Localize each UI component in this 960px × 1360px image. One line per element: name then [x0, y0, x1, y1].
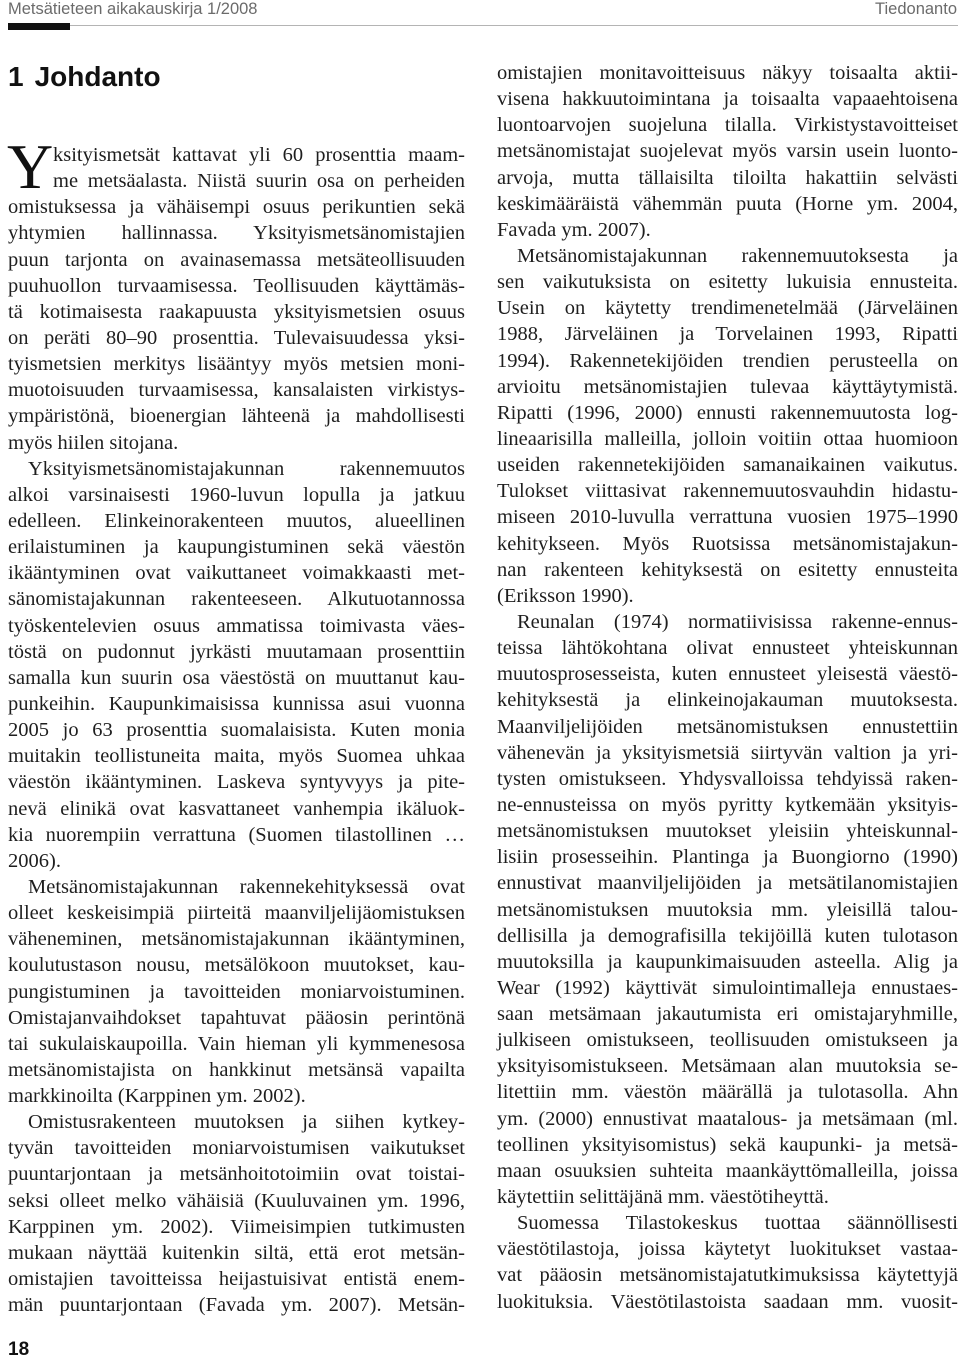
right-column-paragraph	[497, 1210, 958, 1315]
right-column	[497, 60, 958, 1315]
text-line: muotoisuuden turvaamisessa, kansalaisten virkistys-	[8, 379, 465, 402]
text-line: metsänomistajat suojelevat myös varsin usein luonto-	[497, 140, 958, 163]
text-line: luontoarvojen suojeluna tilalla. Virkistystavoitteiset	[497, 114, 958, 137]
page-number: 18	[8, 1339, 30, 1360]
text-line: useiden rakennetekijöiden samanaikainen vaikutus.	[497, 454, 958, 477]
text-line: tyvän tavoitteiden moniarvoistumisen vaikutukset	[8, 1137, 465, 1160]
text-line: teissa lähtökohtana olivat ennusteet yhteiskunnan	[497, 637, 958, 660]
text-line: metsänomistajista on hankkinut metsänsä vapailta	[8, 1058, 465, 1081]
text-line: kehitykseen. Myös Ruotsissa metsänomistajakun-	[497, 532, 958, 555]
text-line: tysten omistukseen. Yhdysvalloissa tehdyissä raken-	[497, 767, 958, 790]
text-line: omistuksessa ja vähäisempi osuus perikuntien sekä	[8, 196, 465, 219]
text-line: ne-ennusteissa on myös pyritty kytkemään yksityis-	[497, 793, 958, 816]
text-line: on peräti 80–90 prosenttia. Tulevaisuudessa yksi-	[8, 326, 465, 349]
text-line: arvoja, mutta tällaisilta tiloilta hakattiin selvästi	[497, 166, 958, 189]
text-line: lisiin prosesseihin. Plantinga ja Buongiorno (1990)	[497, 846, 958, 869]
text-line: 1994). Rakennetekijöiden trendien perusteella on	[497, 349, 958, 372]
running-header-section: Tiedonanto	[875, 0, 957, 18]
text-line: koulutustason nousu, metsälökoon muutokset, kau-	[8, 954, 465, 977]
text-line: 2005 jo 63 prosenttia suomalaisista. Kuten monia	[8, 719, 465, 742]
right-column-paragraph	[497, 60, 958, 243]
text-line: markkinoilta (Karppinen ym. 2002).	[8, 1085, 306, 1108]
text-line: Ripatti (1996, 2000) ennusti rakennemuutosta log-	[497, 401, 958, 424]
text-line: Yksityismetsänomistajakunnan rakennemuutos	[28, 457, 465, 480]
text-line: töstä on pudonnut jyrkästi muutamaan prosenttiin	[8, 640, 465, 663]
header-tab-bar	[8, 23, 70, 30]
text-line: edelleen. Elinkeinorakenteen muutos, alueellinen	[8, 509, 465, 532]
left-column-paragraph	[8, 1109, 465, 1318]
text-line: muutoksilla ja kaupunkimaisuuden asteella. Alig ja	[497, 950, 958, 973]
text-line: alkoi varsinaisesti 1960-luvun lopulla ja jatkuu	[8, 483, 465, 506]
text-line: Metsänomistajakunnan rakennemuutoksesta ja	[517, 244, 958, 267]
text-line: arvioitu metsänomistajien tulevaa käyttäytymistä.	[497, 375, 958, 398]
section-title: Johdanto	[34, 61, 161, 92]
text-line: tä kotimaisesta raakapuusta yksityismetsien osuus	[8, 300, 465, 323]
text-line: yhtymien hallinnassa. Yksityismetsänomistajien	[8, 222, 465, 245]
text-line: vat pääosin metsänomistajatutkimuksissa käytettyjä	[497, 1264, 958, 1287]
text-line: myös hiilen sitojana.	[8, 431, 179, 454]
right-column-paragraph	[497, 609, 958, 1210]
text-line: omistajien monitavoitteisuus näkyy toisaalta aktii-	[497, 62, 958, 84]
text-line: ennustivat maanviljelijöiden ja metsätilanomistajien	[497, 872, 958, 895]
text-line: puuntarjontaan ja metsänhoitotoimiin ovat toistai-	[8, 1163, 465, 1186]
text-line: Metsänomistajakunnan rakennekehityksessä ovat	[28, 875, 465, 898]
text-line: omistajien tavoitteissa heijastuisivat entistä enem-	[8, 1268, 465, 1291]
text-line: pungistuminen ja tavoitteiden moniarvoistuminen.	[8, 980, 465, 1003]
section-number: 1	[8, 61, 24, 92]
text-line: lineaarisilla malleilla, jolloin voitiin ottaa huomioon	[497, 427, 958, 450]
text-line: muutosprosesseista, kuten ennusteet yleisestä väestö-	[497, 663, 958, 686]
text-line: yksityisomistukseen. Metsämaan alan muutoksia se-	[497, 1055, 958, 1078]
text-line: väestötilastoja, joissa käytetyt luokitukset vastaa-	[497, 1238, 958, 1261]
text-line: ym. (2000) ennustivat maatalous- ja metsämaan (ml.	[497, 1107, 958, 1130]
text-line: samalla kun suurin osa väestöstä on muuttanut kau-	[8, 666, 465, 689]
text-line: Wear (1992) käyttivät simulointimalleja ennustaes-	[497, 976, 958, 999]
text-line: 2006).	[8, 849, 61, 872]
text-line: puun tarjonta on avainasemassa metsäteollisuuden	[8, 248, 465, 271]
left-column-paragraph	[8, 874, 465, 1109]
text-line: ikääntyminen ovat vaikuttaneet voimakkaasti met-	[8, 562, 465, 585]
text-line: maan osuuksien suhteita maankäyttömalleilla, joissa	[497, 1159, 958, 1182]
text-line: puuhuollon turvaamisessa. Teollisuuden käyttämäs-	[8, 274, 465, 297]
header-rule	[8, 25, 958, 26]
text-line: ympäristönä, bioenergian lähteenä ja mahdollisesti	[8, 405, 465, 428]
text-line: visena hakkuutoimintana ja toisaalta vapaaehtoisena	[497, 88, 958, 111]
text-line: luokituksia. Väestötilastoista saadaan mm. vuosit-	[497, 1290, 958, 1313]
text-line: teollinen yksityisomistus) sekä kaupunki- ja metsä-	[497, 1133, 958, 1156]
text-line: män puuntarjontaan (Favada ym. 2007). Metsän-	[8, 1294, 465, 1317]
text-line: litettiin mm. väestön määrällä ja tulotasolla. Ahn	[497, 1081, 958, 1104]
text-line: keskimääräistä vähemmän puuta (Horne ym. 2004,	[497, 192, 958, 215]
text-line: Suomessa Tilastokeskus tuottaa säännöllisesti	[517, 1212, 958, 1235]
text-line: ksityismetsät kattavat yli 60 prosenttia maam-	[53, 144, 465, 166]
text-line: Favada ym. 2007).	[497, 218, 651, 241]
text-line: metsänomistuksen muutoksia mm. yleisillä talou-	[497, 898, 958, 921]
text-line: sänomistajakunnan rakenteeseen. Alkutuotannossa	[8, 588, 465, 611]
text-line: Usein on käytetty trendimenetelmää (Järveläinen	[497, 297, 958, 320]
text-line: väheneminen, metsänomistajakunnan ikääntyminen,	[8, 928, 465, 951]
text-line: tai sukulaiskaupoilla. Vain hieman yli kymmenesosa	[8, 1032, 465, 1055]
left-column-paragraph	[8, 142, 465, 456]
text-line: me metsäalasta. Niistä suurin osa on perheiden	[53, 170, 465, 193]
text-line: muitakin teollistuneita maita, myös Suomea uhkaa	[8, 745, 465, 768]
text-line: Omistusrakenteen muutoksen ja siihen kytkey-	[28, 1111, 465, 1134]
text-line: (Eriksson 1990).	[497, 584, 634, 607]
text-line: saan metsämaan jakautumista eri omistajaryhmille,	[497, 1003, 958, 1026]
text-line: kia nuorempiin verrattuna (Suomen tilastollinen …	[8, 823, 465, 846]
text-line: dellisilla ja demografisilla tekijöillä kuten tulotason	[497, 924, 958, 947]
text-line: Tulokset viittasivat rakennemuutosvauhdin hidastu-	[497, 480, 958, 503]
text-line: Maanviljelijöiden metsänomistuksen ennustettiin	[497, 715, 958, 738]
text-line: mukaan näyttää kuitenkin siltä, että erot metsän-	[8, 1241, 465, 1264]
text-line: nan rakenteen kehityksestä on esitetty ennusteita	[497, 558, 958, 581]
text-line: nevä elinikä ovat kasvattaneet vanhempia ikäluok-	[8, 797, 465, 820]
text-line: olleet keskeisimpiä piirteitä maanviljelijäomistuksen	[8, 902, 465, 925]
left-column	[7, 130, 465, 1318]
text-line: erilaistuminen ja kaupungistuminen sekä väestön	[8, 536, 465, 559]
text-line: tyismetsien merkitys lisääntyy myös metsien moni-	[8, 353, 465, 376]
text-line: seksi olleet melko vähäisiä (Kuuluvainen ym. 1996,	[8, 1189, 465, 1212]
drop-cap: Y	[7, 130, 54, 202]
text-line: vähenevän ja yksityismetsiä siirtyvän valtion ja yri-	[497, 741, 958, 764]
text-line: kehityksestä ja elinkeinojakauman muutoksesta.	[497, 689, 958, 712]
text-line: julkiseen omistukseen, teollisuuden omistukseen ja	[497, 1029, 958, 1052]
running-header-journal: Metsätieteen aikakauskirja 1/2008	[8, 0, 258, 18]
left-column-paragraph	[8, 456, 465, 874]
text-line: 1988, Järveläinen ja Torvelainen 1993, Ripatti	[497, 323, 958, 346]
section-heading	[8, 60, 161, 94]
text-line: miseen 2010-luvulla verrattuna vuosien 1975–1990	[497, 506, 958, 529]
text-line: Reunalan (1974) normatiivisissa rakenne-ennus-	[517, 610, 958, 633]
text-line: metsänomistuksen muutokset yleisiin yhteiskunnal-	[497, 820, 958, 843]
text-line: työskentelevien osuus ammatissa toimivasta väes-	[8, 614, 465, 637]
right-column-paragraph	[497, 243, 958, 609]
text-line: väestön ikääntyminen. Laskeva syntyvyys ja pite-	[8, 771, 465, 794]
text-line: Karppinen ym. 2002). Viimeisimpien tutkimusten	[8, 1215, 465, 1238]
text-line: punkeihin. Kaupunkimaisissa kunnissa asui vuonna	[8, 692, 465, 715]
text-line: käytettiin selittäjänä mm. väestötiheyttä.	[497, 1186, 829, 1209]
text-line: sen vaikutuksista on esitetty lukuisia ennusteita.	[497, 271, 958, 294]
text-line: Omistajanvaihdokset tapahtuvat pääosin perintönä	[8, 1006, 465, 1029]
